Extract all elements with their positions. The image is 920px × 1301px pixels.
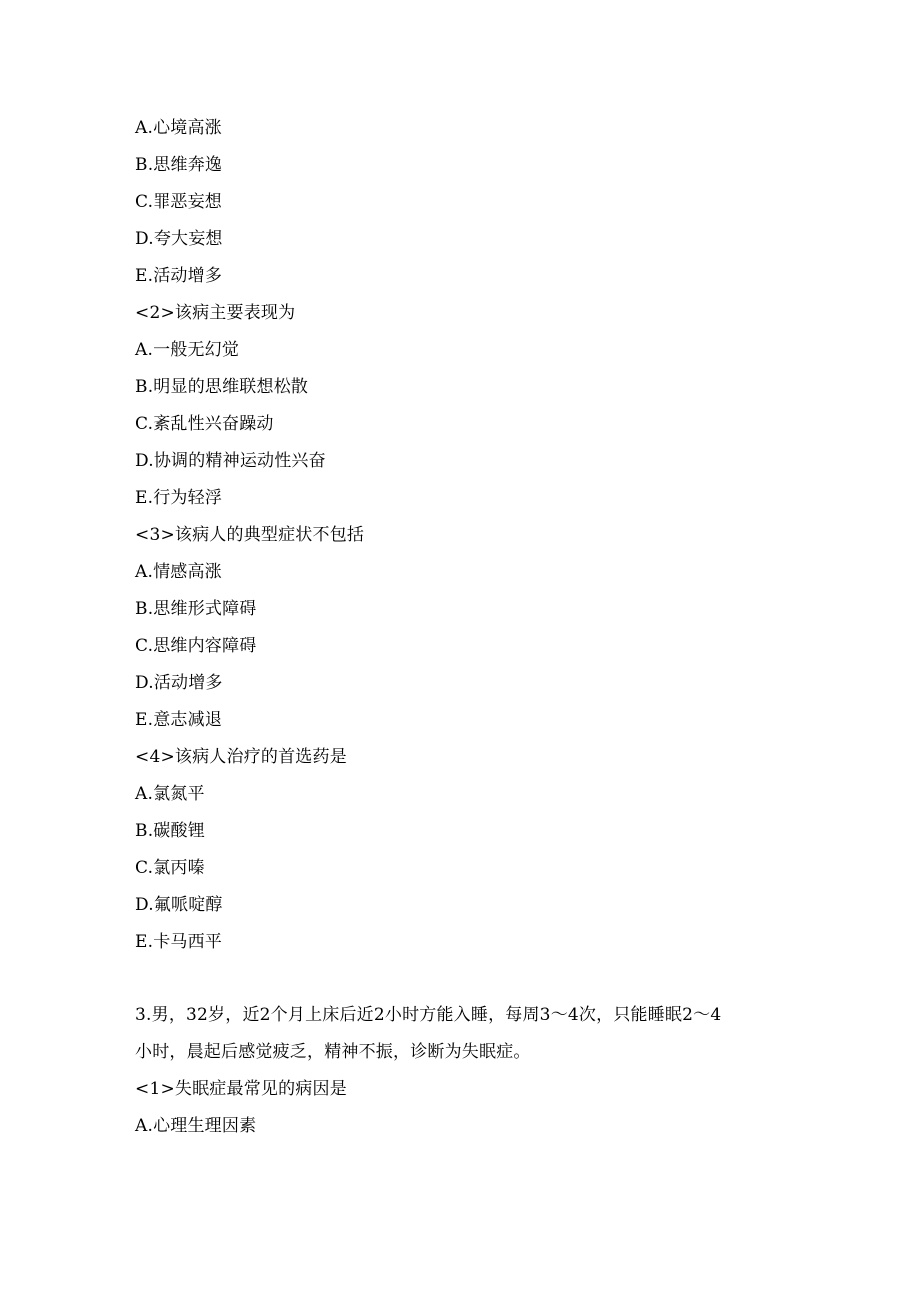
option-a: A.情感高涨: [135, 562, 222, 582]
option-c: C.氯丙嗪: [135, 858, 205, 878]
case-paragraph-line-2: 小时，晨起后感觉疲乏，精神不振，诊断为失眠症。: [135, 1042, 531, 1062]
option-b: B.思维形式障碍: [135, 599, 257, 619]
option-c: C.思维内容障碍: [135, 636, 257, 656]
option-b: B.碳酸锂: [135, 821, 205, 841]
option-e: E.行为轻浮: [135, 488, 223, 508]
option-c: C.罪恶妄想: [135, 192, 223, 212]
option-b: B.明显的思维联想松散: [135, 377, 309, 397]
option-d: D.协调的精神运动性兴奋: [135, 451, 326, 471]
option-a: A.心境高涨: [135, 118, 222, 138]
option-a: A.氯氮平: [135, 784, 205, 804]
option-d: D.夸大妄想: [135, 229, 223, 249]
question-stem: <4>该病人治疗的首选药是: [135, 747, 347, 767]
option-d: D.氟哌啶醇: [135, 895, 223, 915]
option-a: A.一般无幻觉: [135, 340, 240, 360]
option-b: B.思维奔逸: [135, 155, 223, 175]
question-stem: <3>该病人的典型症状不包括: [135, 525, 365, 545]
option-d: D.活动增多: [135, 673, 223, 693]
case-paragraph-line-1: 3.男，32岁，近2个月上床后近2小时方能入睡，每周3～4次，只能睡眠2～4: [135, 1005, 722, 1025]
option-e: E.活动增多: [135, 266, 223, 286]
option-e: E.卡马西平: [135, 932, 223, 952]
option-e: E.意志减退: [135, 710, 223, 730]
option-c: C.紊乱性兴奋躁动: [135, 414, 274, 434]
option-a: A.心理生理因素: [135, 1116, 257, 1136]
question-stem: <2>该病主要表现为: [135, 303, 296, 323]
question-stem: <1>失眠症最常见的病因是: [135, 1079, 347, 1099]
